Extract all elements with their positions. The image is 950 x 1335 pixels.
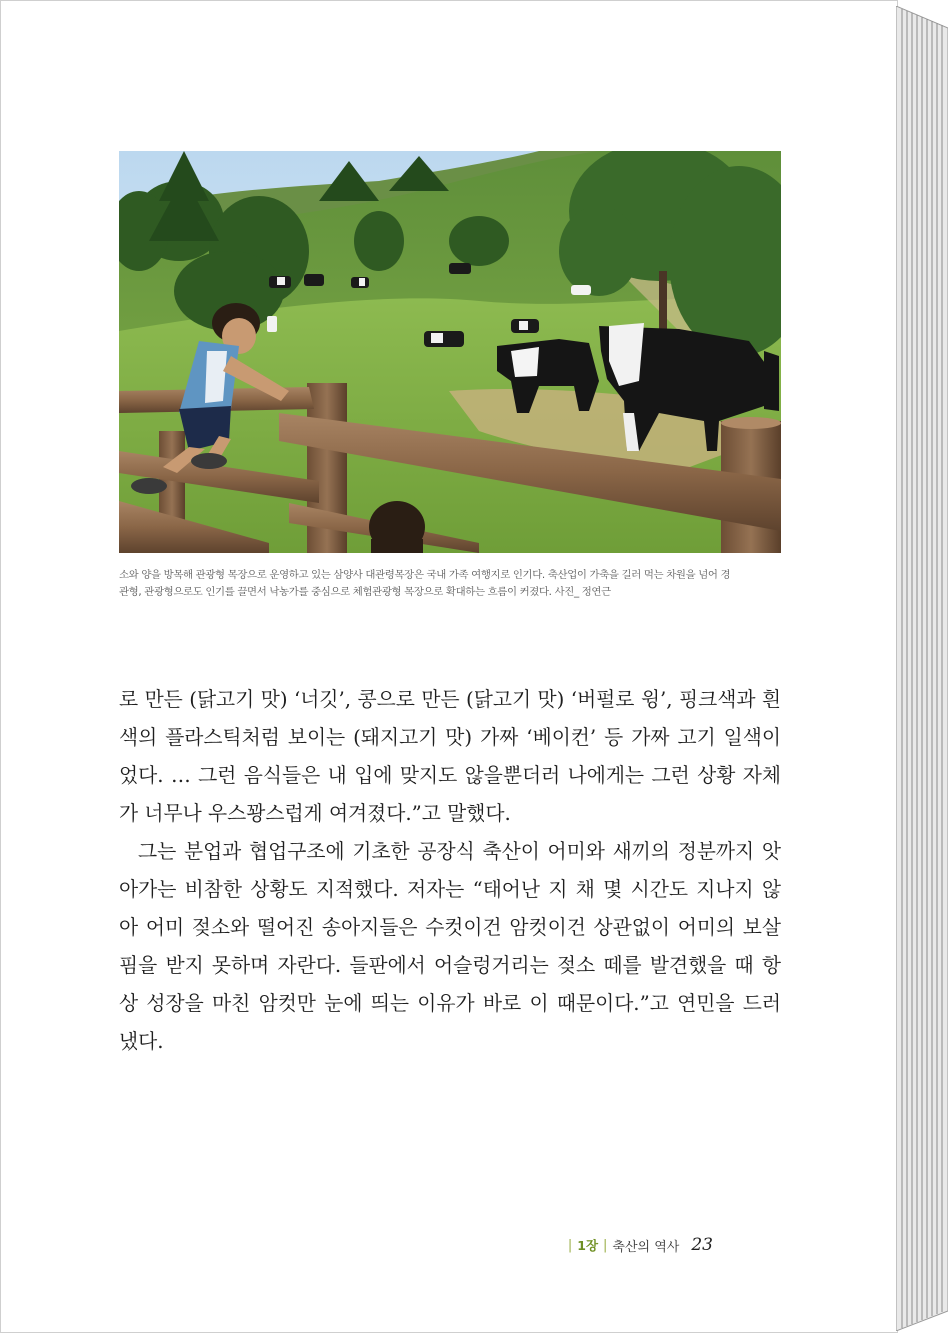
- caption-line: 관형, 관광형으로도 인기를 끌면서 낙농가를 중심으로 체험관광형 목장으로 확대하는 흐름이 커졌다. 사진_ 정연근: [119, 586, 611, 598]
- text-line: 었다. … 그런 음식들은 내 입에 맞지도 않을뿐더러 나에게는 그런 상황 자체: [119, 764, 781, 787]
- text-line: 상 성장을 마친 암컷만 눈에 띄는 이유가 바로 이 때문이다.”고 연민을 드러: [119, 992, 781, 1015]
- chapter-label: 1장: [577, 1238, 599, 1253]
- page-number: 23: [691, 1235, 713, 1255]
- footer-divider: |: [603, 1237, 608, 1253]
- body-text: [119, 681, 781, 1061]
- page-stack-edges: [896, 6, 948, 1331]
- text-line: 냈다.: [119, 1030, 164, 1053]
- farm-photo: [119, 151, 781, 553]
- text-line: 로 만든 (닭고기 맛) ‘너깃’, 콩으로 만든 (닭고기 맛) ‘버펄로 윙’, 핑크색과 흰: [119, 688, 781, 711]
- photo-caption: [119, 567, 781, 601]
- chapter-title: 축산의 역사: [612, 1239, 680, 1255]
- text-line: 그는 분업과 협업구조에 기초한 공장식 축산이 어미와 새끼의 정분까지 앗: [138, 840, 781, 863]
- text-line: 가 너무나 우스꽝스럽게 여겨졌다.”고 말했다.: [119, 802, 511, 825]
- caption-line: 소와 양을 방목해 관광형 목장으로 운영하고 있는 삼양사 대관령목장은 국내 가족 여행지로 인기다. 축산업이 가축을 길러 먹는 차원을 넘어 경: [119, 569, 731, 581]
- text-line: 아가는 비참한 상황도 지적했다. 저자는 “태어난 지 채 몇 시간도 지나지 않: [119, 878, 781, 901]
- running-footer: [563, 1233, 713, 1257]
- text-line: 아 어미 젖소와 떨어진 송아지들은 수컷이건 암컷이건 상관없이 어미의 보살: [119, 916, 781, 939]
- text-line: 핌을 받지 못하며 자란다. 들판에서 어슬렁거리는 젖소 떼를 발견했을 때 항: [119, 954, 781, 977]
- footer-divider: |: [567, 1237, 573, 1253]
- text-line: 색의 플라스틱처럼 보이는 (돼지고기 맛) 가짜 ‘베이컨’ 등 가짜 고기 일색이: [119, 726, 781, 749]
